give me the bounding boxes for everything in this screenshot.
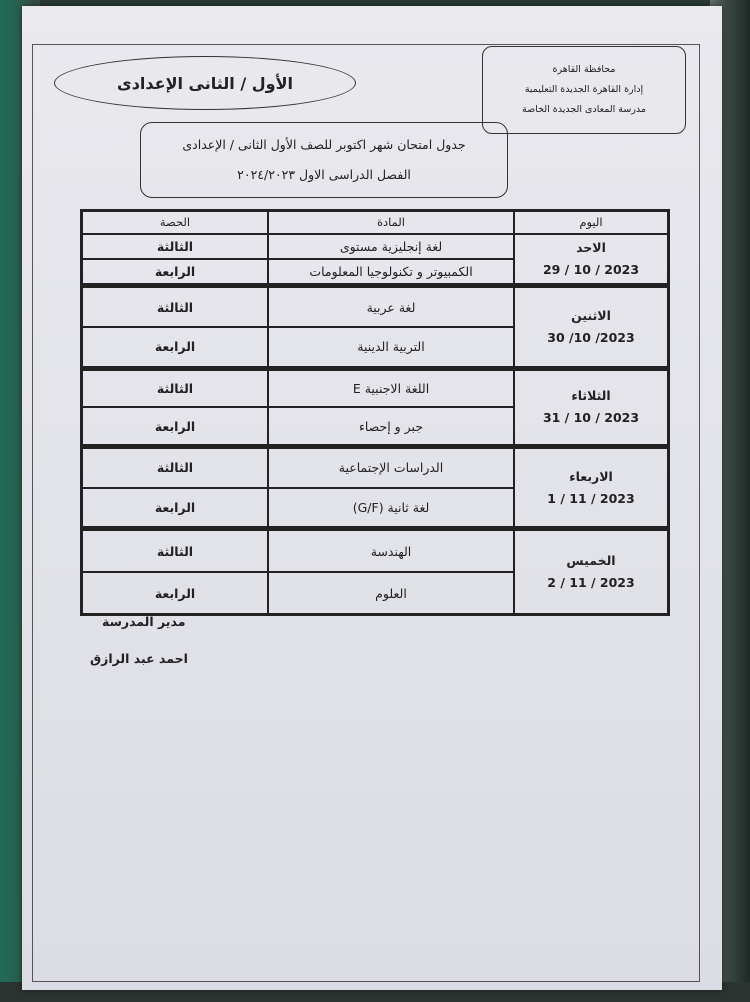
school-name: مدرسة المعادى الجديدة الخاصة: [522, 104, 646, 115]
administration-box: [482, 46, 686, 134]
subject-cell: لغة ثانية (G/F): [268, 488, 514, 528]
header-period: الحصة: [82, 211, 268, 234]
signature-role: مدير المدرسة: [102, 614, 186, 629]
directorate-name: إدارة القاهرة الجديدة التعليمية: [524, 84, 644, 95]
day-date: 1 / 11 / 2023: [547, 490, 635, 506]
day-cell: [514, 530, 668, 614]
period-cell: الرابعة: [82, 407, 268, 445]
period-cell: الرابعة: [82, 259, 268, 284]
signature-name: احمد عبد الرازق: [90, 651, 188, 666]
subject-cell: لغة إنجليزية مستوى: [268, 234, 514, 259]
period-cell: الثالثة: [82, 370, 268, 408]
grade-label-oval: [54, 56, 356, 110]
period-cell: الثالثة: [82, 530, 268, 572]
table-row: [82, 448, 668, 488]
day-cell: [514, 370, 668, 445]
day-name: الاربعاء: [569, 468, 613, 484]
subject-cell: اللغة الاجنبية E: [268, 370, 514, 408]
day-name: الاثنين: [571, 307, 611, 323]
subject-cell: الدراسات الإجتماعية: [268, 448, 514, 488]
subject-cell: العلوم: [268, 572, 514, 614]
day-date: 30 /10 /2023: [547, 329, 635, 345]
exam-schedule-table: [80, 209, 670, 616]
governorate-name: محافظة القاهرة: [552, 64, 616, 75]
day-cell: [514, 234, 668, 284]
day-cell: [514, 287, 668, 366]
period-cell: الرابعة: [82, 327, 268, 367]
period-cell: الثالثة: [82, 448, 268, 488]
grade-label: الأول / الثانى الإعدادى: [117, 73, 293, 93]
table-row: [82, 287, 668, 327]
day-cell: [514, 448, 668, 527]
day-date: 2 / 11 / 2023: [547, 575, 635, 591]
header-subject: المادة: [268, 211, 514, 234]
term-label: الفصل الدراسى الاول ٢٠٢٤/٢٠٢٣: [237, 167, 411, 182]
day-date: 31 / 10 / 2023: [542, 410, 640, 426]
table-header-row: [82, 211, 668, 234]
title-box: [140, 122, 508, 198]
subject-cell: التربية الدينية: [268, 327, 514, 367]
day-name: الخميس: [566, 553, 616, 569]
subject-cell: جبر و إحصاء: [268, 407, 514, 445]
header-day: اليوم: [514, 211, 668, 234]
table-row: [82, 234, 668, 259]
paper-sheet: [22, 6, 722, 990]
day-date: 29 / 10 / 2023: [542, 262, 640, 278]
day-name: الثلاثاء: [571, 388, 611, 404]
table-row: [82, 370, 668, 408]
subject-cell: لغة عربية: [268, 287, 514, 327]
subject-cell: الهندسة: [268, 530, 514, 572]
day-name: الاحد: [576, 240, 606, 256]
schedule-title: جدول امتحان شهر اكتوبر للصف الأول الثانى / الإعدادى: [182, 137, 466, 152]
subject-cell: الكمبيوتر و تكنولوجيا المعلومات: [268, 259, 514, 284]
period-cell: الرابعة: [82, 488, 268, 528]
table-row: [82, 530, 668, 572]
period-cell: الرابعة: [82, 572, 268, 614]
period-cell: الثالثة: [82, 234, 268, 259]
period-cell: الثالثة: [82, 287, 268, 327]
